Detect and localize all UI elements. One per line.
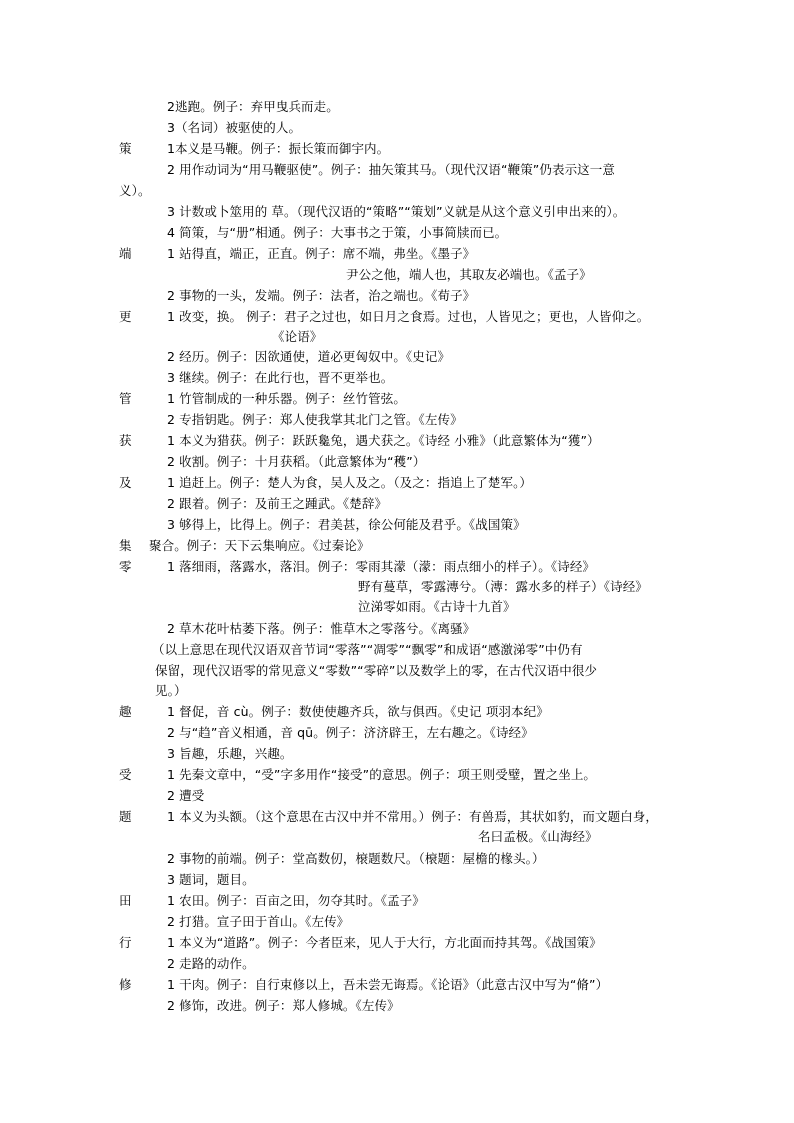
- text-line: 1本义是马鞭。例子：振长策而御宇内。: [167, 141, 390, 156]
- headword: 获: [119, 433, 132, 448]
- text-line: 1 落细雨，落露水，落泪。例子：零雨其濛（濛：雨点细小的样子）。《诗经》: [167, 559, 596, 574]
- text-line: 3 计数或卜筮用的 草。（现代汉语的“策略”“策划”义就是从这个意义引申出来的）。: [167, 204, 626, 219]
- headword: 更: [119, 309, 132, 324]
- text-line: 1 竹管制成的一种乐器。例子：丝竹管弦。: [167, 391, 406, 406]
- text-line: 1 本义为“道路”。例子：今者臣来，见人于大行，方北面而持其驾。《战国策》: [167, 935, 602, 950]
- text-line: 1 先秦文章中，“受”字多用作“接受”的意思。例子：项王则受璧，置之坐上。: [167, 767, 597, 782]
- text-line: （以上意思在现代汉语双音节词“零落”“凋零”“飘零”和成语“感激涕零”中仍有: [152, 642, 583, 657]
- text-line: 3 题词，题目。: [167, 872, 255, 887]
- text-line: 2 跟着。例子：及前王之踵武。《楚辞》: [167, 496, 388, 511]
- text-line: 见。）: [155, 683, 187, 698]
- headword: 策: [119, 141, 132, 156]
- text-line: 1 督促，音 cù。例子：数使使趣齐兵，欲与俱西。《史记 项羽本纪》: [167, 704, 549, 719]
- text-line: 2 修饰，改进。例子：郑人修城。《左传》: [167, 998, 400, 1013]
- headword: 趣: [119, 704, 132, 719]
- headword: 零: [119, 559, 132, 574]
- text-line: 2 草木花叶枯萎下落。例子：惟草木之零落兮。《离骚》: [167, 621, 476, 636]
- headword: 管: [119, 391, 132, 406]
- text-line: 2 事物的前端。例子：堂高数仞，榱题数尺。（榱题：屋檐的椽头。）: [167, 851, 545, 866]
- text-line: 1 农田。例子：百亩之田，勿夺其时。《孟子》: [167, 893, 425, 908]
- text-line: 1 站得直，端正，正直。例子：席不端，弗坐。《墨子》: [167, 246, 476, 261]
- headword: 集: [119, 538, 132, 553]
- text-line: 聚合。例子：天下云集响应。《过秦论》: [149, 538, 370, 553]
- text-line: 2 事物的一头，发端。例子：法者，治之端也。《荀子》: [167, 288, 476, 303]
- headword: 修: [119, 977, 132, 992]
- text-line: 1 改变，换。 例子：君子之过也，如日月之食焉。过也，人皆见之；更也，人皆仰之。: [167, 309, 650, 324]
- text-line: 4 简策，与“册”相通。例子：大事书之于策，小事简牍而已。: [167, 225, 508, 240]
- text-line: 尹公之他，端人也，其取友必端也。《孟子》: [346, 267, 592, 282]
- text-line: 3 够得上，比得上。例子：君美甚，徐公何能及君乎。《战国策》: [167, 517, 526, 532]
- text-line: 1 本义为头额。（这个意思在古汉中并不常用。）例子：有兽焉，其状如豹，而文题白身，: [167, 809, 659, 824]
- text-line: 2 打猎。宣子田于首山。《左传》: [167, 914, 350, 929]
- text-line: 1 追赶上。例子：楚人为食，吴人及之。（及之：指追上了楚军。）: [167, 475, 533, 490]
- text-line: 2 专指钥匙。例子：郑人使我掌其北门之管。《左传》: [167, 412, 463, 427]
- headword: 端: [119, 246, 132, 261]
- text-line: 3 旨趣，乐趣，兴趣。: [167, 746, 293, 761]
- text-line: 泣涕零如雨。《古诗十九首》: [358, 599, 516, 614]
- headword: 行: [119, 935, 132, 950]
- headword: 受: [119, 767, 132, 782]
- text-line: 2 遭受: [167, 788, 205, 803]
- text-line: 野有蔓草，零露漙兮。（漙：露水多的样子）《诗经》: [358, 579, 648, 594]
- text-line: 2 走路的动作。: [167, 956, 255, 971]
- text-line: 名曰孟极。《山海经》: [478, 829, 598, 844]
- text-line: 2 经历。例子：因欲通使，道必更匈奴中。《史记》: [167, 349, 451, 364]
- text-line: 义）。: [119, 183, 151, 198]
- text-line: 3（名词）被驱使的人。: [167, 120, 302, 135]
- headword: 田: [119, 893, 132, 908]
- text-line: 2 用作动词为“用马鞭驱使”。例子：抽矢策其马。（现代汉语“鞭策”仍表示这一意: [167, 162, 615, 177]
- text-line: 2 与“趋”音义相通，音 qū。例子：济济辟王，左右趣之。《诗经》: [167, 725, 534, 740]
- text-line: 保留，现代汉语零的常见意义“零数”“零碎”以及数学上的零，在古代汉语中很少: [155, 663, 598, 678]
- text-line: 2 收割。例子：十月获稻。（此意繁体为“穫”）: [167, 454, 426, 469]
- text-line: 1 干肉。例子：自行束修以上，吾未尝无诲焉。《论语》（此意古汉中写为“脩”）: [167, 977, 609, 992]
- headword: 题: [119, 809, 132, 824]
- text-line: 2逃跑。例子：弃甲曳兵而走。: [167, 99, 339, 114]
- headword: 及: [119, 475, 132, 490]
- text-line: 1 本义为猎获。例子：跃跃毚兔，遇犬获之。《诗经 小雅》（此意繁体为“獲”）: [167, 433, 600, 448]
- text-line: 《论语》: [272, 329, 323, 344]
- text-line: 3 继续。例子：在此行也，晋不更举也。: [167, 370, 394, 385]
